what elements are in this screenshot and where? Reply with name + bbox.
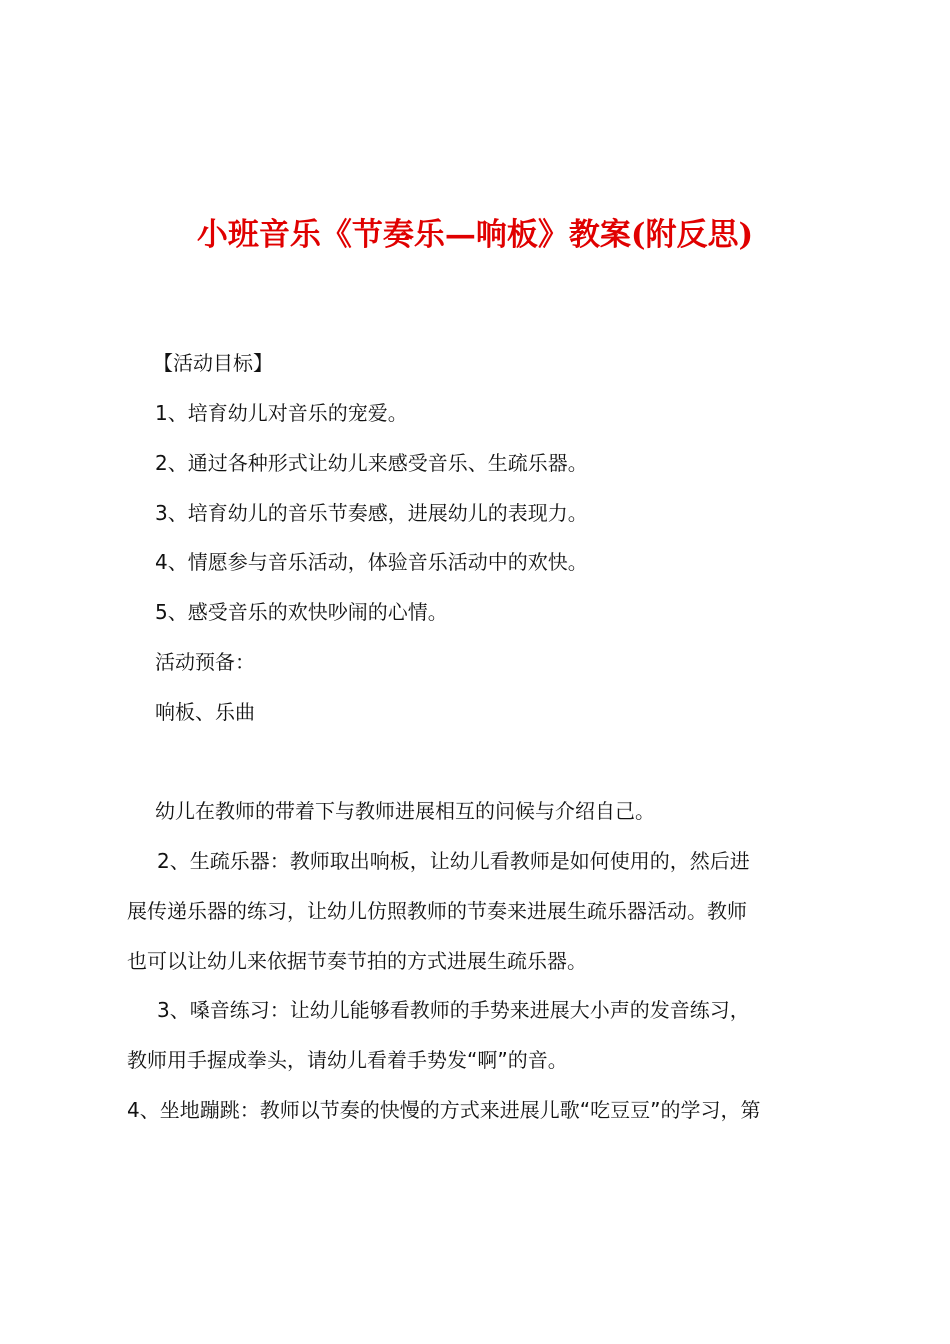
process-line: 幼儿在教师的带着下与教师进展相互的问候与介绍自己。 bbox=[155, 799, 655, 823]
goal-item: 4、情愿参与音乐活动，体验音乐活动中的欢快。 bbox=[155, 550, 588, 574]
process-line: 4、坐地蹦跳：教师以节奏的快慢的方式来进展儿歌“吃豆豆”的学习，第 bbox=[127, 1098, 761, 1122]
process-line: 3、嗓音练习：让幼儿能够看教师的手势来进展大小声的发音练习， bbox=[157, 998, 750, 1022]
preparation-heading: 活动预备： bbox=[155, 650, 255, 674]
process-line: 展传递乐器的练习，让幼儿仿照教师的节奏来进展生疏乐器活动。教师 bbox=[127, 899, 747, 923]
document-title: 小班音乐《节奏乐—响板》教案(附反思) bbox=[196, 217, 754, 253]
process-line: 2、生疏乐器：教师取出响板，让幼儿看教师是如何使用的，然后进 bbox=[157, 849, 750, 873]
goal-item: 5、感受音乐的欢快吵闹的心情。 bbox=[155, 600, 448, 624]
goal-item: 3、培育幼儿的音乐节奏感，进展幼儿的表现力。 bbox=[155, 501, 588, 525]
goals-heading: 【活动目标】 bbox=[153, 351, 273, 375]
process-line: 也可以让幼儿来依据节奏节拍的方式进展生疏乐器。 bbox=[127, 949, 587, 973]
goal-item: 2、通过各种形式让幼儿来感受音乐、生疏乐器。 bbox=[155, 451, 588, 475]
goal-item: 1、培育幼儿对音乐的宠爱。 bbox=[155, 401, 408, 425]
preparation-items: 响板、乐曲 bbox=[155, 700, 255, 724]
process-line: 教师用手握成拳头，请幼儿看着手势发“啊”的音。 bbox=[127, 1048, 568, 1072]
